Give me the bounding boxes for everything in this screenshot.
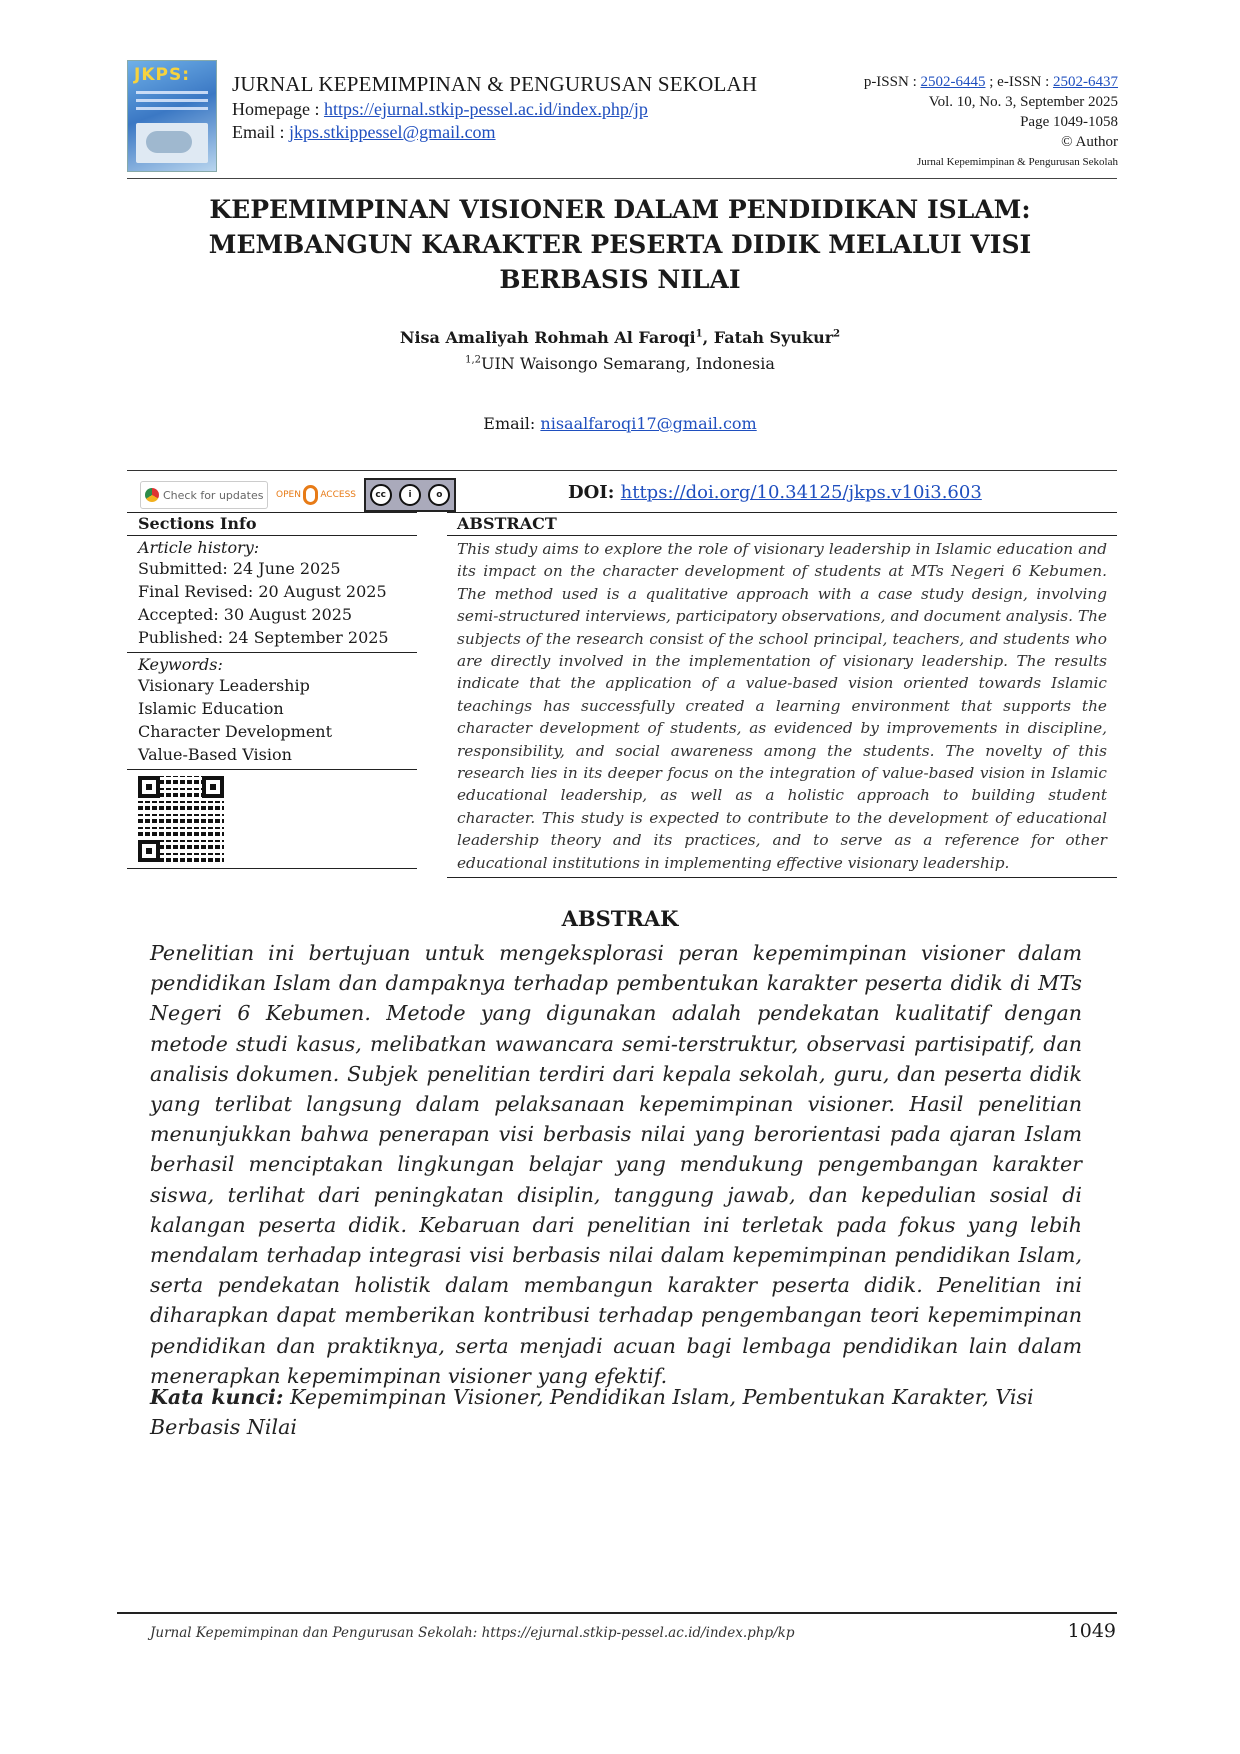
author-1: Nisa Amaliyah Rohmah Al Faroqi <box>399 328 696 347</box>
eissn-label: ; e-ISSN : <box>985 74 1053 90</box>
copyright: © Author <box>1061 134 1118 150</box>
author-2: , Fatah Syukur <box>702 328 834 347</box>
sections-info <box>127 512 417 869</box>
homepage-label: Homepage : <box>232 99 324 119</box>
journal-small-name: Jurnal Kepemimpinan & Pengurusan Sekolah <box>916 156 1118 168</box>
journal-email-label: Email : <box>232 122 289 142</box>
keywords <box>127 653 417 770</box>
pissn-label: p-ISSN : <box>863 74 921 90</box>
history-revised: Final Revised: 20 August 2025 <box>138 582 387 601</box>
doi <box>568 482 982 503</box>
keyword-item: Islamic Education <box>138 699 284 718</box>
journal-email-link[interactable]: jkps.stkippessel@gmail.com <box>289 122 496 142</box>
kata-kunci <box>150 1382 1050 1442</box>
abstract-section <box>447 512 1117 878</box>
abstract-heading: ABSTRACT <box>447 512 1117 536</box>
affiliation <box>0 354 1240 373</box>
history-accepted: Accepted: 30 August 2025 <box>138 605 353 624</box>
footer-divider <box>117 1612 1117 1614</box>
keywords-label: Keywords: <box>138 655 223 674</box>
journal-homepage <box>232 99 757 120</box>
crossmark-icon <box>145 488 159 502</box>
cc-icon: cc <box>370 484 392 506</box>
cc-by-sa-license-icon[interactable] <box>364 478 456 512</box>
journal-email <box>232 122 757 143</box>
homepage-link[interactable]: https://ejurnal.stkip-pessel.ac.id/index.php/jp <box>323 99 648 119</box>
journal-cover-image <box>127 60 217 172</box>
qr-code-icon[interactable] <box>138 776 224 862</box>
info-bar-divider <box>127 470 1117 471</box>
keyword-item: Character Development <box>138 722 333 741</box>
history-submitted: Submitted: 24 June 2025 <box>138 559 341 578</box>
abstract-text: This study aims to explore the role of visionary leadership in Islamic education and its impact on the character development of students at MTs Negeri 6 Kebumen. The method used is a qualitative approach with a case study design, involving semi-structured interviews, participatory observations, and document analysis. The subjects of the research consist of the school principal, teachers, and students who are directly involved in the implementation of visionary leadership. The results indicate that the application of a value-based vision oriented towards Islamic teachings has successfully created a learning environment that supports the character development of students, as evidenced by improvements in discipline, responsibility, and social awareness among the students. The novelty of this research lies in its deeper focus on the integration of value-based vision in Islamic educational leadership, as well as a holistic approach to building student character. This study is expected to contribute to the development of educational leadership theory and its practices, and to serve as a reference for other educational institutions in implementing effective visionary leadership. <box>447 536 1117 878</box>
issue-meta <box>864 72 1118 172</box>
author-2-sup: 2 <box>833 328 841 340</box>
volume-info: Vol. 10, No. 3, September 2025 <box>928 94 1118 110</box>
check-for-updates-label: Check for updates <box>163 488 264 502</box>
history-published: Published: 24 September 2025 <box>138 628 389 647</box>
issn-line <box>864 72 1118 92</box>
pissn-link[interactable]: 2502-6445 <box>920 74 986 90</box>
open-lock-icon <box>303 485 318 505</box>
kata-kunci-list: Kepemimpinan Visioner, Pendidikan Islam, Pembentukan Karakter, Visi Berbasis Nilai <box>150 1385 1034 1439</box>
page-number: 1049 <box>1067 1620 1116 1642</box>
badges <box>140 478 456 512</box>
author-1-sup: 1 <box>695 328 703 340</box>
authors <box>0 328 1240 347</box>
eissn-link[interactable]: 2502-6437 <box>1053 74 1118 90</box>
by-icon: i <box>399 484 421 506</box>
keyword-item: Value-Based Vision <box>138 745 292 764</box>
qr-container <box>127 776 417 869</box>
footer-journal: Jurnal Kepemimpinan dan Pengurusan Sekolah: https://ejurnal.stkip-pessel.ac.id/index.php/kp <box>150 1625 795 1641</box>
article-title: KEPEMIMPINAN VISIONER DALAM PENDIDIKAN ISLAM: MEMBANGUN KARAKTER PESERTA DIDIK MELALUI VISI BERBASIS NILAI <box>208 195 1032 294</box>
affiliation-sup: 1,2 <box>465 354 481 366</box>
kata-kunci-label: Kata kunci: <box>150 1385 284 1409</box>
header-divider <box>127 178 1117 179</box>
open-label: OPEN <box>276 490 301 500</box>
sa-icon: o <box>428 484 450 506</box>
check-for-updates-badge[interactable] <box>140 481 268 509</box>
abstrak-heading: ABSTRAK <box>561 906 679 931</box>
keyword-item: Visionary Leadership <box>138 676 310 695</box>
affiliation-text: UIN Waisongo Semarang, Indonesia <box>481 354 775 373</box>
author-email-link[interactable]: nisaalfaroqi17@gmail.com <box>540 414 757 433</box>
open-access-badge <box>276 481 356 509</box>
abstrak-text: Penelitian ini bertujuan untuk mengeksplorasi peran kepemimpinan visioner dalam pendidikan Islam dan dampaknya terhadap pembentukan karakter peserta didik di MTs Negeri 6 Kebumen. Metode yang digunakan adalah pendekatan kualitatif dengan metode studi kasus, melibatkan wawancara semi-terstruktur, observasi partisipatif, dan analisis dokumen. Subjek penelitian terdiri dari kepala sekolah, guru, dan peserta didik yang terlibat langsung dalam pelaksanaan kepemimpinan visioner. Hasil penelitian menunjukkan bahwa penerapan visi berbasis nilai yang berorientasi pada ajaran Islam berhasil menciptakan lingkungan belajar yang mendukung pengembangan karakter siswa, terlihat dari peningkatan disiplin, tanggung jawab, dan kepedulian sosial di kalangan peserta didik. Kebaruan dari penelitian ini terletak pada fokus yang lebih mendalam terhadap integrasi visi berbasis nilai dalam kepemimpinan pendidikan Islam, serta pendekatan holistik dalam membangun karakter peserta didik. Penelitian ini diharapkan dapat memberikan kontribusi terhadap pengembangan teori kepemimpinan pendidikan dan praktiknya, serta menjadi acuan bagi lembaga pendidikan lain dalam menerapkan kepemimpinan visioner yang efektif. <box>150 941 1082 1388</box>
sections-info-heading: Sections Info <box>127 512 417 536</box>
email-label: Email: <box>483 414 541 433</box>
doi-label: DOI: <box>568 482 621 503</box>
access-label: ACCESS <box>320 490 356 500</box>
journal-info <box>232 72 757 143</box>
journal-name: JURNAL KEPEMIMPINAN & PENGURUSAN SEKOLAH <box>232 72 758 96</box>
article-history <box>127 536 417 653</box>
journal-cover-logo: JKPS: <box>134 65 190 85</box>
corresponding-email <box>0 414 1240 433</box>
article-history-label: Article history: <box>138 538 260 557</box>
page-range: Page 1049-1058 <box>1020 114 1118 130</box>
doi-link[interactable]: https://doi.org/10.34125/jkps.v10i3.603 <box>620 482 982 503</box>
